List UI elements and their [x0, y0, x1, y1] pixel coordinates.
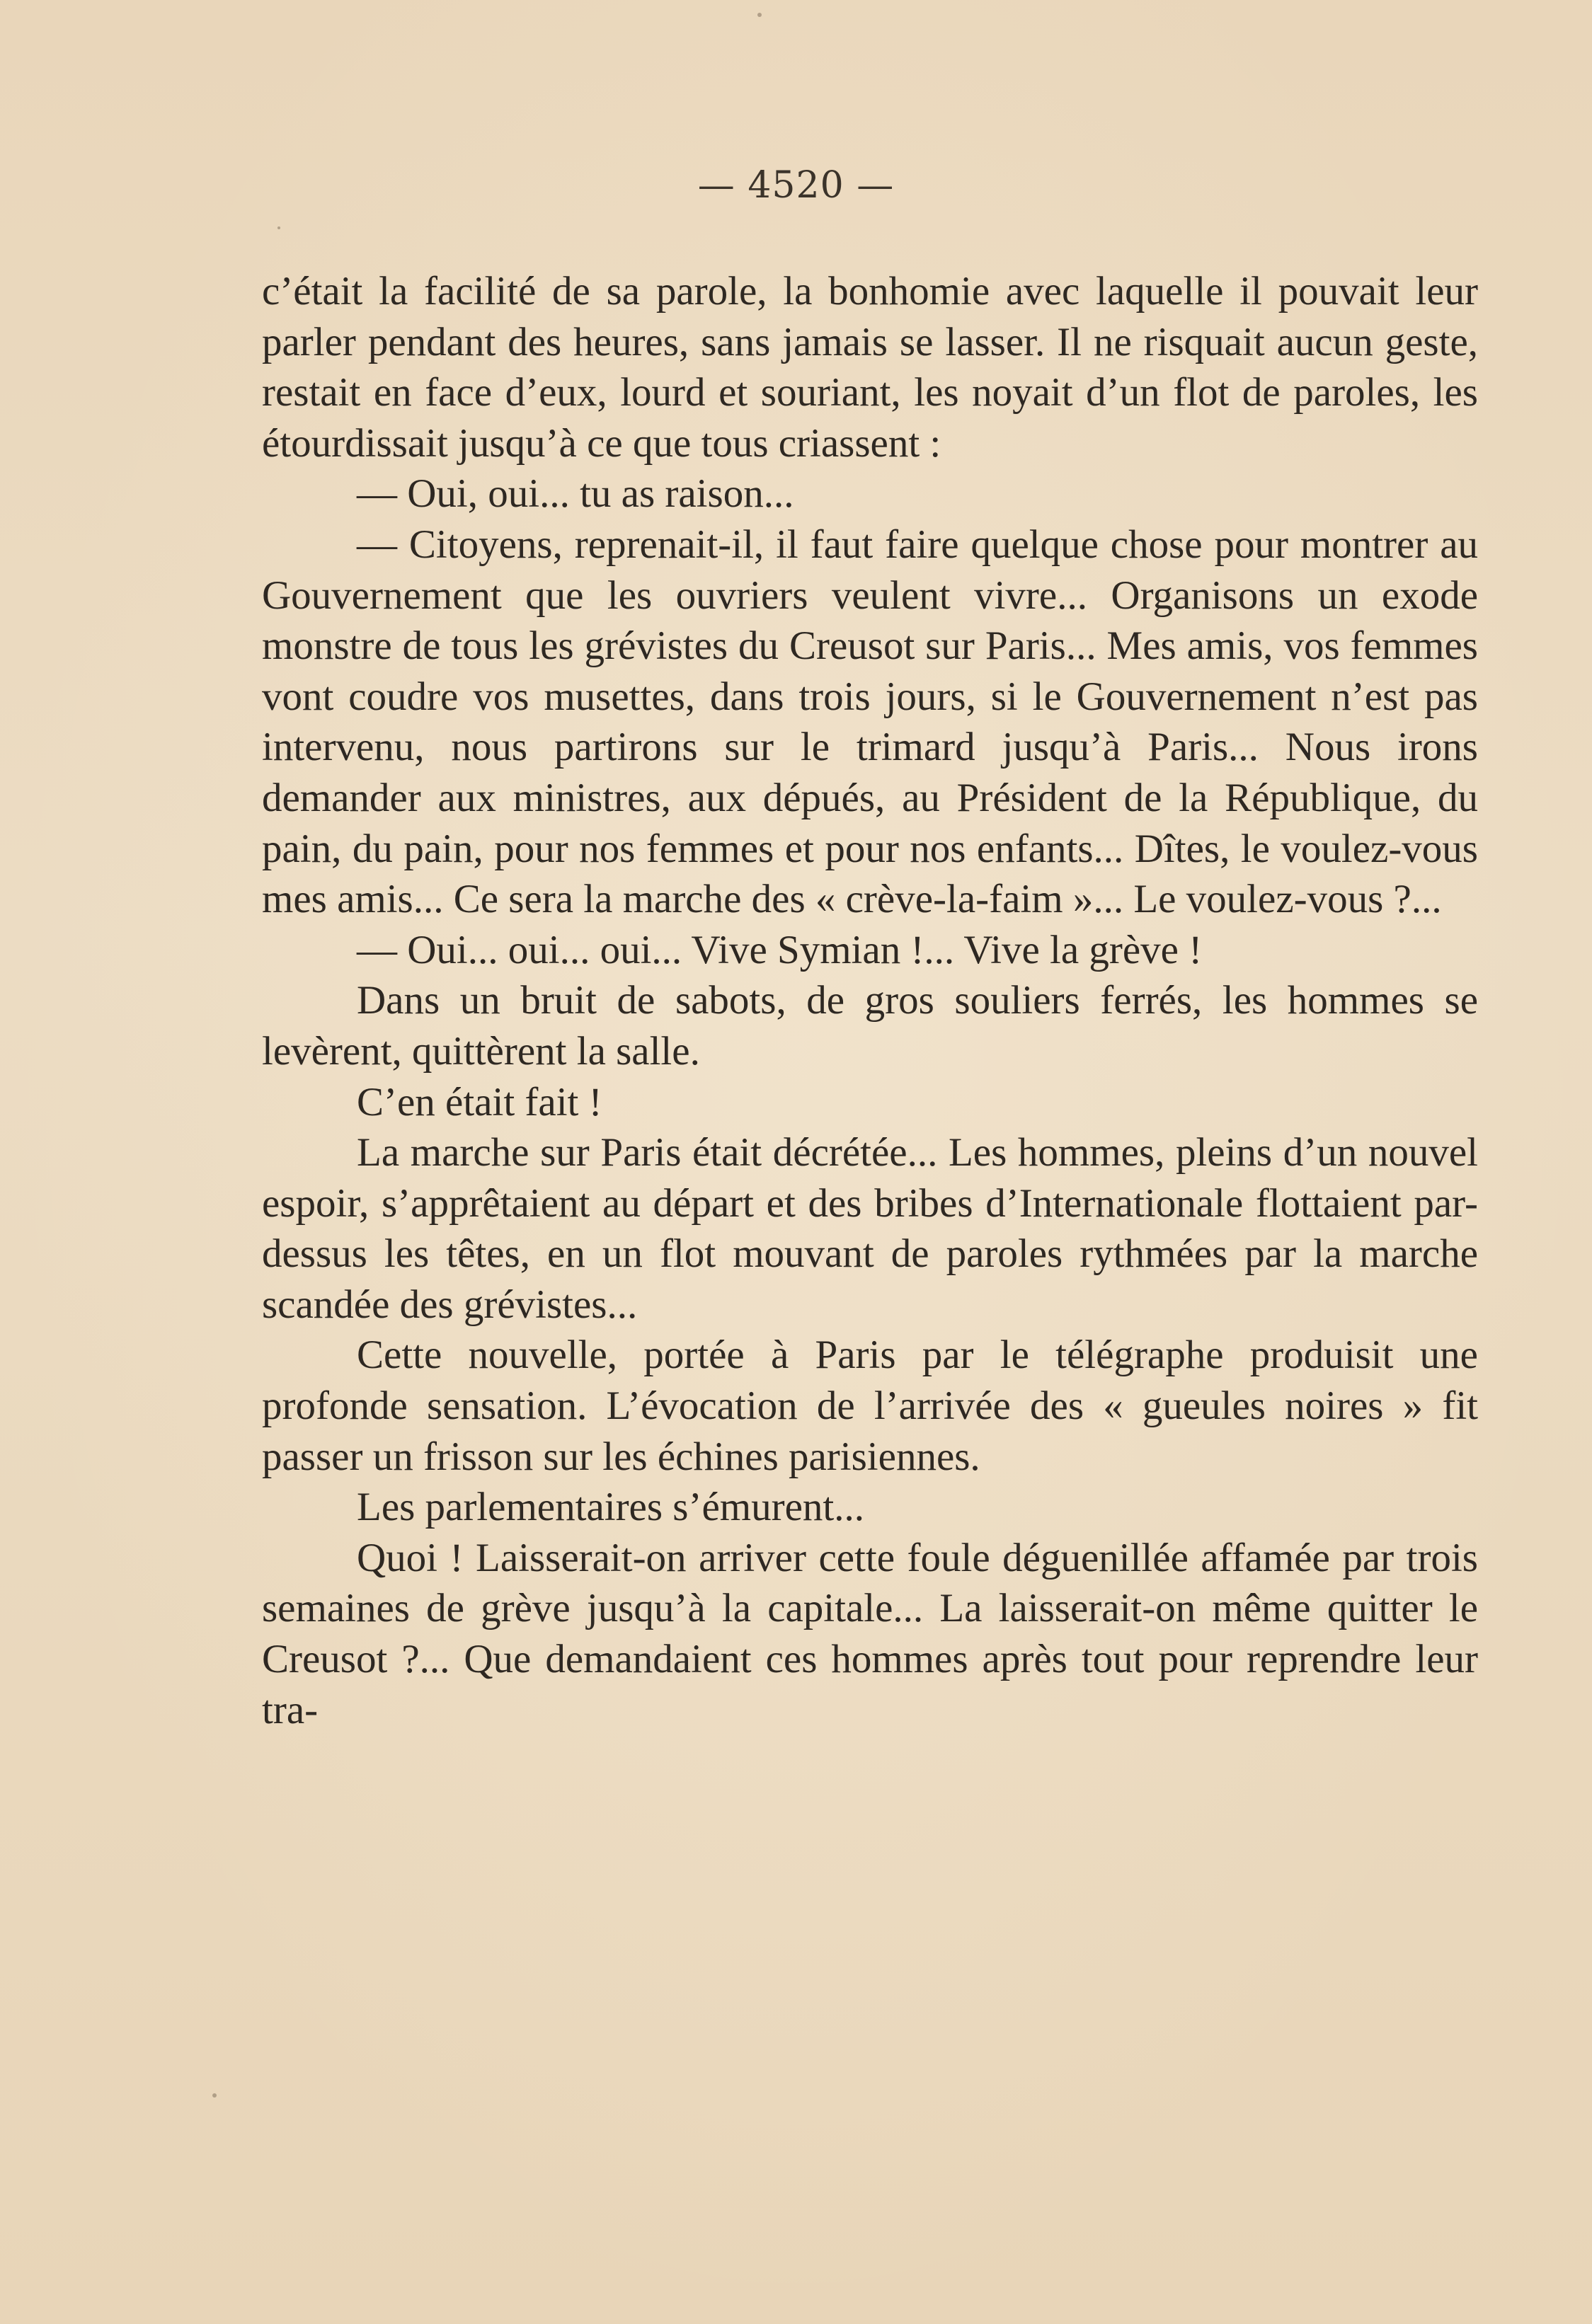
paper-speck — [212, 2093, 217, 2098]
paragraph-8: Cette nouvelle, portée à Paris par le télégraphe produisit une profonde sensation. L’évocation de l’arrivée des « gueules noires » fit passer un frisson sur les échines parisiennes. — [262, 1333, 1478, 1479]
paragraph-3: — Citoyens, reprenait-il, il faut faire quelque chose pour montrer au Gouvernement que les ouvriers veulent vivre... Organisons un exode monstre de tous les grévistes du Creusot sur Paris... Mes amis, vos femmes vont coudre vos musettes, dans trois jours, si le Gouvernement n’est pas intervenu, nous partirons sur le trimard jusqu’à Paris... Nous irons demander aux ministres, aux dépués, au Président de la République, du pain, du pain, pour nos femmes et pour nos enfants... Dîtes, le voulez-vous mes amis... Ce sera la marche des « crève-la-faim »... Le voulez-vous ?... — [262, 522, 1478, 922]
paragraph-1: c’était la facilité de sa parole, la bonhomie avec laquelle il pouvait leur parler pendant des heures, sans jamais se lasser. Il ne risquait aucun geste, restait en face d’eux, lourd et souriant, les noyait d’un flot de paroles, les étourdissait jusqu’à ce que tous criassent : — [262, 269, 1478, 466]
page-number: — 4520 — — [697, 164, 895, 207]
paragraph-10: Quoi ! Laisserait-on arriver cette foule déguenillée affamée par trois semaines de grève jusqu’à la capitale... La laisserait-on même quitter le Creusot ?... Que demandaient ces hommes après tout pour reprendre leur tra- — [262, 1535, 1478, 1732]
paper-speck — [277, 226, 280, 229]
body-text — [262, 266, 1478, 1735]
paragraph-4: — Oui... oui... oui... Vive Symian !... Vive la grève ! — [357, 927, 1203, 972]
paragraph-7: La marche sur Paris était décrétée... Les hommes, pleins d’un nouvel espoir, s’apprêtaient au départ et des bribes d’Internationale flottaient par-dessus les têtes, en un flot mouvant de paroles rythmées par la marche scandée des grévistes... — [262, 1130, 1478, 1327]
paragraph-5: Dans un bruit de sabots, de gros souliers ferrés, les hommes se levèrent, quittèrent la salle. — [262, 978, 1478, 1074]
paragraph-6: C’en était fait ! — [357, 1079, 602, 1124]
paper-speck — [757, 13, 762, 17]
paragraph-2: — Oui, oui... tu as raison... — [357, 471, 794, 517]
paragraph-9: Les parlementaires s’émurent... — [357, 1485, 864, 1530]
